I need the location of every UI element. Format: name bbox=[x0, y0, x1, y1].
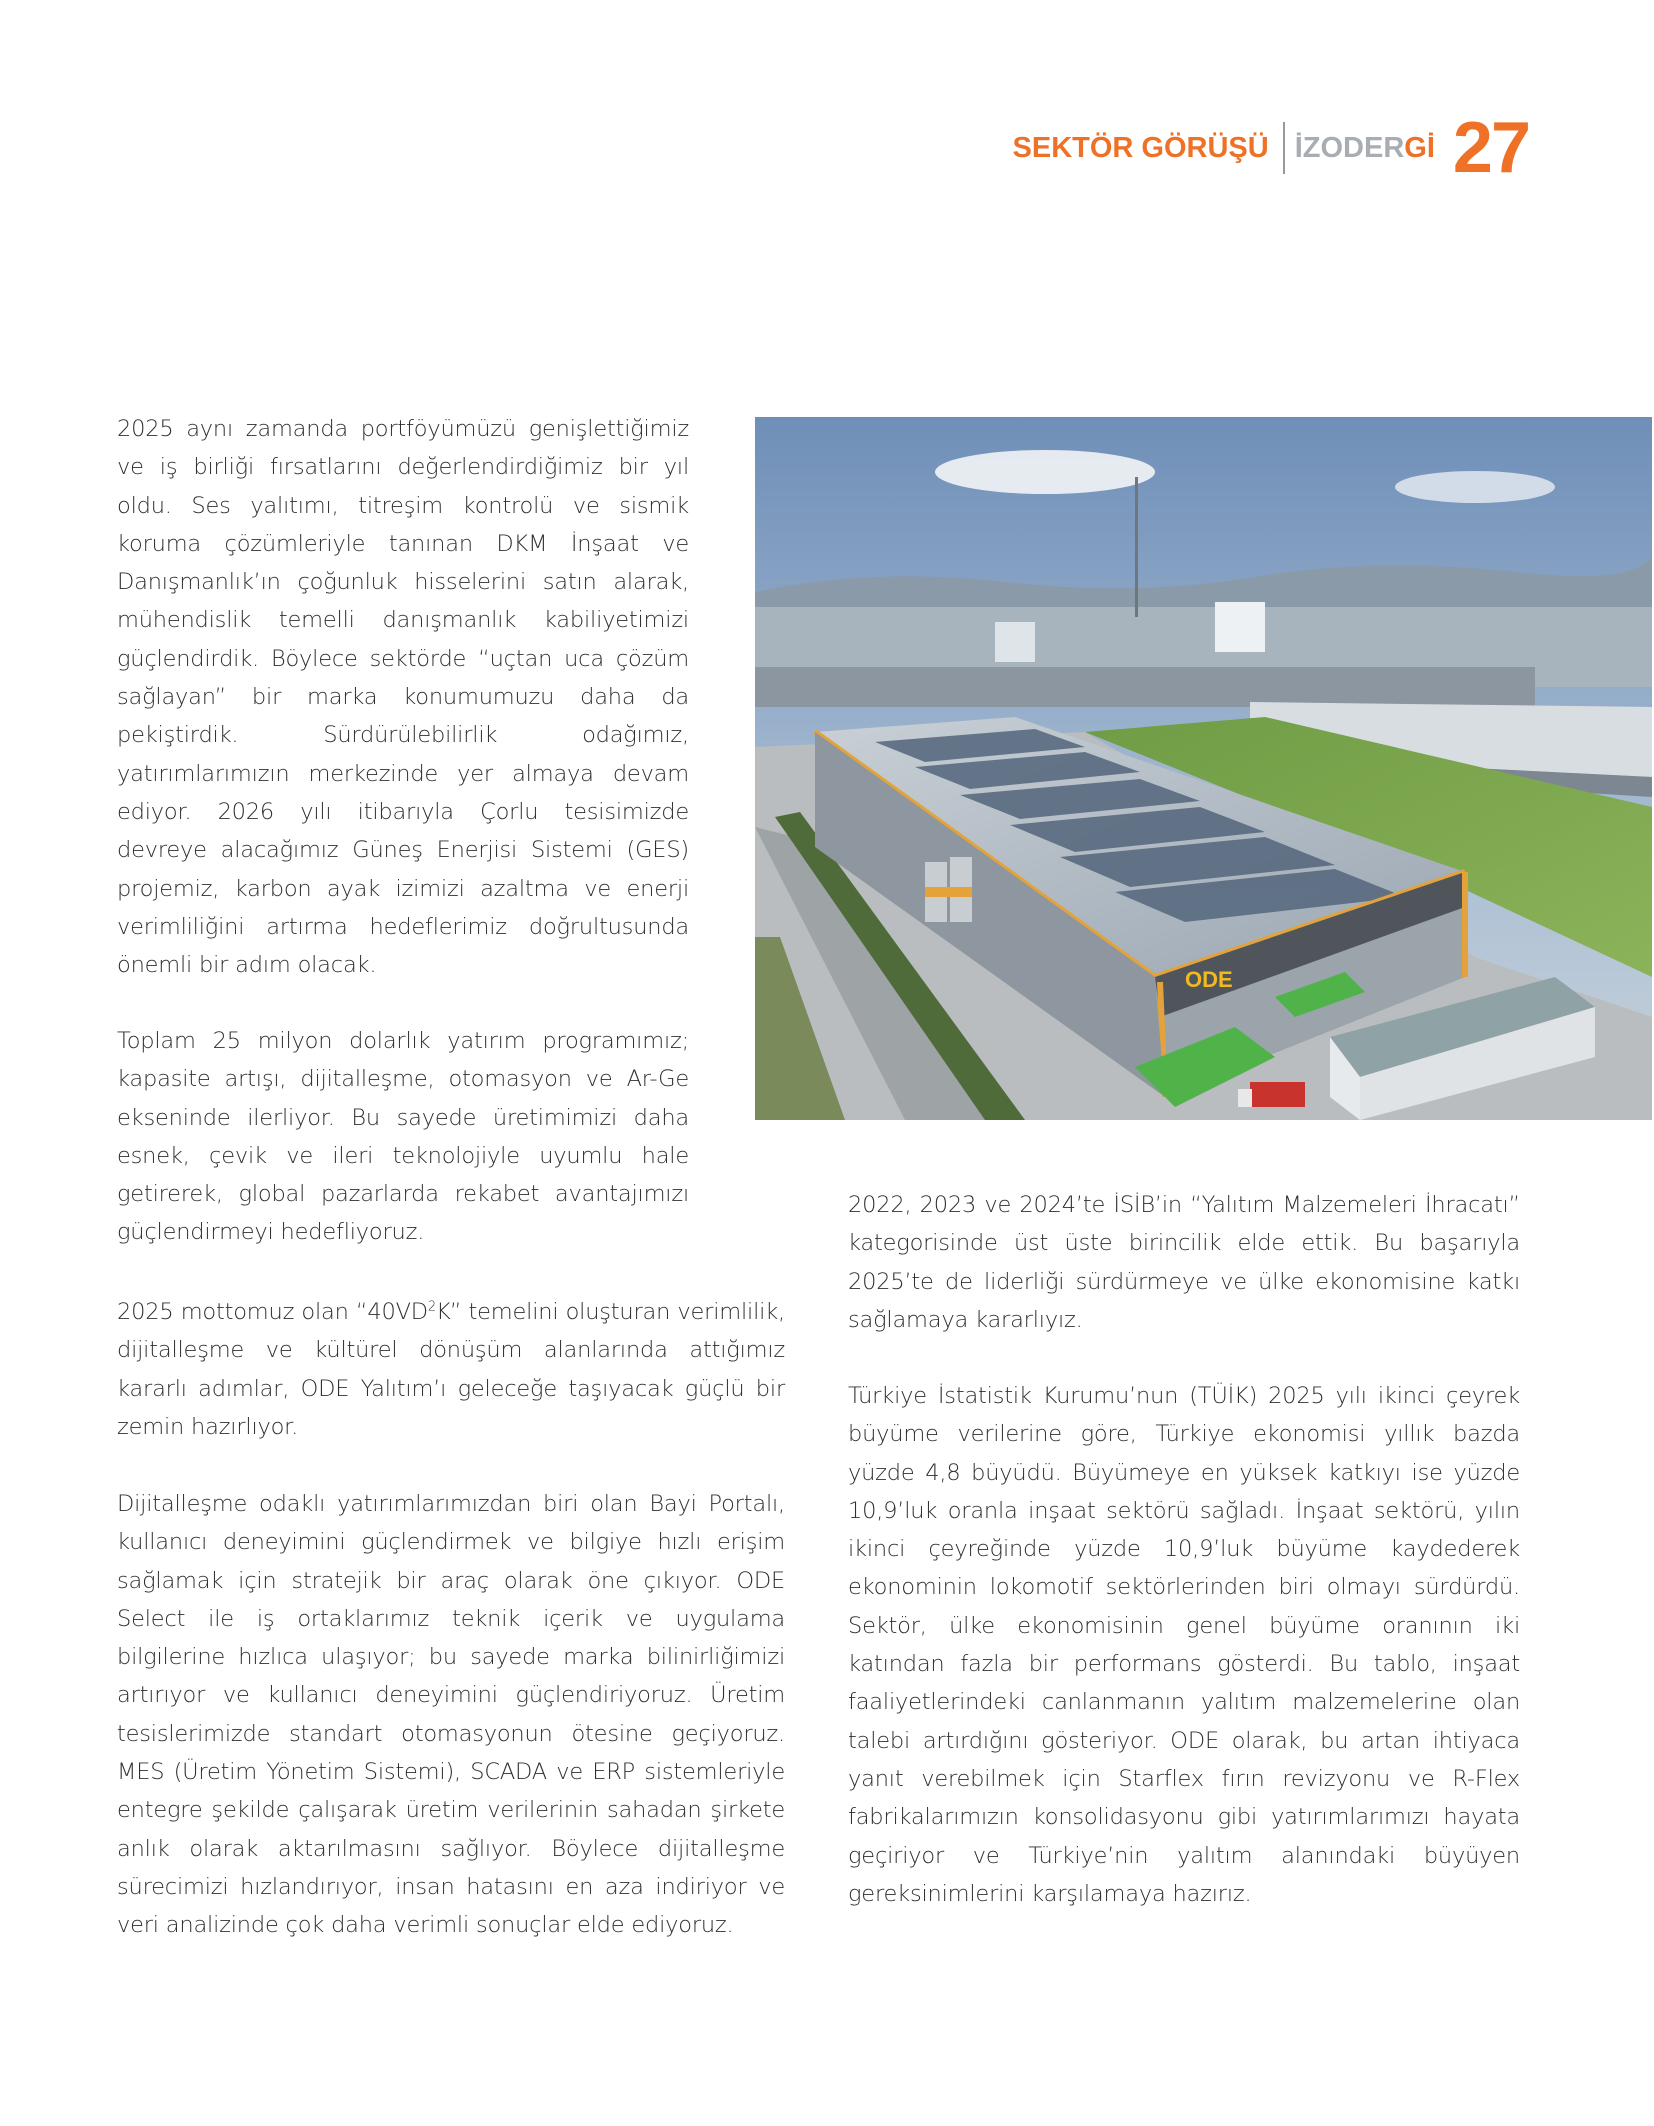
ode-logo: ODE bbox=[1185, 967, 1233, 992]
magazine-name bbox=[1295, 132, 1435, 165]
factory-aerial-photo bbox=[755, 417, 1652, 1120]
magazine-name-accent: Gİ bbox=[1404, 131, 1435, 164]
page-header bbox=[1013, 108, 1529, 188]
magazine-name-main: İZODER bbox=[1294, 131, 1405, 164]
motto-text-before: 2025 mottomuz olan “40VD bbox=[117, 1299, 428, 1325]
left-paragraph-3: Dijitalleşme odaklı yatırımlarımızdan biri olan Bayi Portalı, kullanıcı deneyimini güçlendirmek ve bilgiye hızlı erişim sağlamak için stratejik bir araç olarak öne çıkıyor. ODE Select ile iş ortaklarımız teknik içerik ve uygulama bilgilerine hızlıca ulaşıyor; bu sayede marka bilinirliğimizi artırıyor ve kullanıcı deneyimini güçlendiriyoruz. Üretim tesislerimizde standart otomasyonun ötesine geçiyoruz. MES (Üretim Yönetim Sistemi), SCADA ve ERP sistemleriyle entegre şekilde çalışarak üretim verilerinin sahadan şirkete anlık olarak aktarılmasını sağlıyor. Böylece dijitalleşme sürecimizi hızlandırıyor, insan hatasını en aza indiriyor ve veri analizinde çok daha verimli sonuçlar elde ediyoruz. bbox=[117, 1491, 785, 1939]
header-divider bbox=[1283, 122, 1285, 174]
section-title: SEKTÖR GÖRÜŞÜ bbox=[1012, 131, 1269, 164]
left-paragraph-motto bbox=[117, 1293, 785, 1446]
motto-text-after: K” temelini oluşturan verimlilik, dijitalleşme ve kültürel dönüşüm alanlarında attığımız kararlı adımlar, ODE Yalıtım’ı geleceğe taşıyacak güçlü bir zemin hazırlıyor. bbox=[117, 1299, 785, 1440]
right-paragraph-1: 2022, 2023 ve 2024’te İSİB’in “Yalıtım Malzemeleri İhracatı” kategorisinde üst üste birincilik elde ettik. Bu başarıyla 2025’te de liderliği sürdürmeye ve ülke ekonomisine katkı sağlamaya kararlıyız. bbox=[848, 1192, 1520, 1333]
left-paragraph-2: Toplam 25 milyon dolarlık yatırım programımız; kapasite artışı, dijitalleşme, otomasyon ve Ar-Ge ekseninde ilerliyor. Bu sayede üretimimizi daha esnek, çevik ve ileri teknolojiyle uyumlu hale getirerek, global pazarlarda rekabet avantajımızı güçlendirmeyi hedefliyoruz. bbox=[117, 1028, 689, 1246]
page-number: 27 bbox=[1452, 108, 1529, 188]
right-paragraph-2: Türkiye İstatistik Kurumu’nun (TÜİK) 2025 yılı ikinci çeyrek büyüme verilerine göre, Türkiye ekonomisi yıllık bazda yüzde 4,8 büyüdü. Büyümeye en yüksek katkıyı ise yüzde 10,9’luk oranla inşaat sektörü sağladı. İnşaat sektörü, yılın ikinci çeyreğinde yüzde 10,9’luk büyüme kaydederek ekonominin lokomotif sektörlerinden biri olmayı sürdürdü. Sektör, ülke ekonomisinin genel büyüme oranının iki katından fazla bir performans gösterdi. Bu tablo, inşaat faaliyetlerindeki canlanmanın yalıtım malzemelerine olan talebi artırdığını gösteriyor. ODE olarak, bu artan ihtiyaca yanıt verebilmek için Starflex fırın revizyonu ve R-Flex fabrikalarımızın konsolidasyonu gibi yatırımlarımızı hayata geçiriyor ve Türkiye’nin yalıtım alanındaki büyüyen gereksinimlerini karşılamaya hazırız. bbox=[848, 1383, 1520, 1907]
motto-superscript: 2 bbox=[427, 1299, 436, 1315]
factory-illustration bbox=[755, 417, 1652, 1120]
left-paragraph-1: 2025 aynı zamanda portföyümüzü genişlettiğimiz ve iş birliği fırsatlarını değerlendirdiğimiz bir yıl oldu. Ses yalıtımı, titreşim kontrolü ve sismik koruma çözümleriyle tanınan DKM İnşaat ve Danışmanlık’ın çoğunluk hisselerini satın alarak, mühendislik temelli danışmanlık kabiliyetimizi güçlendirdik. Böylece sektörde “uçtan uca çözüm sağlayan” bir marka konumumuzu daha da pekiştirdik. Sürdürülebilirlik odağımız, yatırımlarımızın merkezinde yer almaya devam ediyor. 2026 yılı itibarıyla Çorlu tesisimizde devreye alacağımız Güneş Enerjisi Sistemi (GES) projemiz, karbon ayak izimizi azaltma ve enerji verimliliğini artırma hedeflerimiz doğrultusunda önemli bir adım olacak. bbox=[117, 416, 689, 979]
